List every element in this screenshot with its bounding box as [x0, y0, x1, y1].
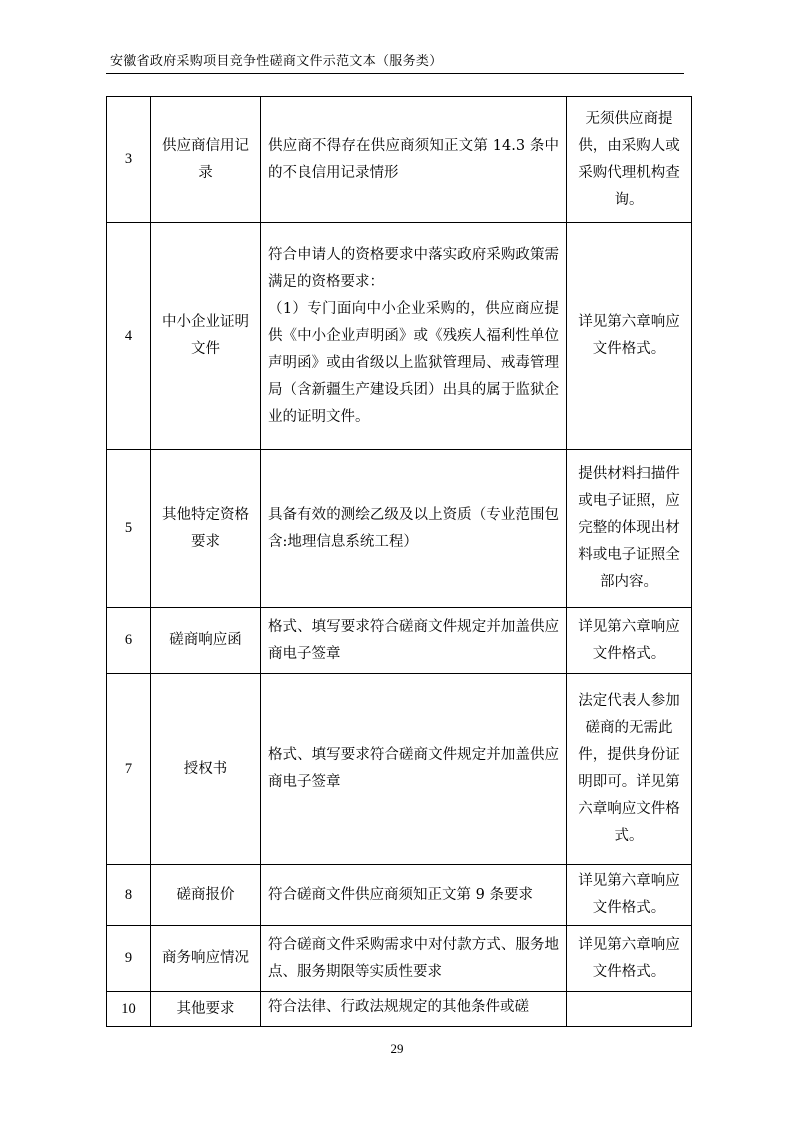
row-item: 供应商信用记录	[151, 97, 261, 223]
table-row	[107, 608, 692, 674]
row-item: 授权书	[151, 674, 261, 865]
row-requirement	[261, 926, 567, 992]
header-rule	[106, 73, 684, 74]
row-number: 7	[107, 674, 151, 865]
row-number: 10	[107, 992, 151, 1027]
requirement-text: 具备有效的测绘乙级及以上资质（专业范围包含:地理信息系统工程）	[268, 506, 559, 550]
row-number: 6	[107, 608, 151, 674]
requirement-text: 符合磋商文件采购需求中对付款方式、服务地点、服务期限等实质性要求	[268, 936, 559, 980]
row-note	[567, 992, 692, 1027]
row-number: 9	[107, 926, 151, 992]
row-requirement	[261, 608, 567, 674]
row-note: 详见第六章响应文件格式。	[567, 926, 692, 992]
requirement-text: （1）专门面向中小企业采购的，供应商应提供《中小企业声明函》或《残疾人福利性单位声明函》或由省级以上监狱管理局、戒毒管理局（含新疆生产建设兵团）出具的属于监狱企业的证明文件。	[268, 300, 559, 425]
row-item: 磋商响应函	[151, 608, 261, 674]
row-requirement	[261, 450, 567, 608]
row-number: 8	[107, 865, 151, 926]
row-item: 其他特定资格要求	[151, 450, 261, 608]
requirement-text: 符合申请人的资格要求中落实政府采购政策需满足的资格要求：	[268, 246, 559, 290]
row-note: 详见第六章响应文件格式。	[567, 608, 692, 674]
row-note: 法定代表人参加磋商的无需此件，提供身份证明即可。详见第六章响应文件格式。	[567, 674, 692, 865]
table-row	[107, 97, 692, 223]
row-requirement	[261, 865, 567, 926]
row-note: 无须供应商提供，由采购人或采购代理机构查询。	[567, 97, 692, 223]
requirement-text: 格式、填写要求符合磋商文件规定并加盖供应商电子签章	[268, 618, 559, 662]
row-note: 详见第六章响应文件格式。	[567, 223, 692, 450]
row-item: 其他要求	[151, 992, 261, 1027]
table-row	[107, 223, 692, 450]
row-number: 5	[107, 450, 151, 608]
table-row	[107, 450, 692, 608]
requirement-text: 符合磋商文件供应商须知正文第 9 条要求	[268, 886, 533, 903]
row-requirement	[261, 992, 567, 1027]
row-note: 提供材料扫描件或电子证照，应完整的体现出材料或电子证照全部内容。	[567, 450, 692, 608]
row-requirement	[261, 97, 567, 223]
page-number: 29	[390, 1041, 404, 1056]
row-item: 商务响应情况	[151, 926, 261, 992]
qualification-table	[106, 96, 692, 1027]
row-requirement	[261, 674, 567, 865]
row-note: 详见第六章响应文件格式。	[567, 865, 692, 926]
row-number: 3	[107, 97, 151, 223]
requirement-text: 格式、填写要求符合磋商文件规定并加盖供应商电子签章	[268, 747, 559, 790]
table-row	[107, 926, 692, 992]
table-row	[107, 674, 692, 865]
table-row	[107, 865, 692, 926]
row-requirement	[261, 223, 567, 450]
row-item: 磋商报价	[151, 865, 261, 926]
requirement-text: 符合法律、行政法规规定的其他条件或磋	[268, 999, 529, 1015]
page-header: 安徽省政府采购项目竞争性磋商文件示范文本（服务类）	[110, 54, 443, 69]
table-row	[107, 992, 692, 1027]
row-item: 中小企业证明文件	[151, 223, 261, 450]
requirement-text: 供应商不得存在供应商须知正文第 14.3 条中的不良信用记录情形	[268, 137, 559, 181]
row-number: 4	[107, 223, 151, 450]
